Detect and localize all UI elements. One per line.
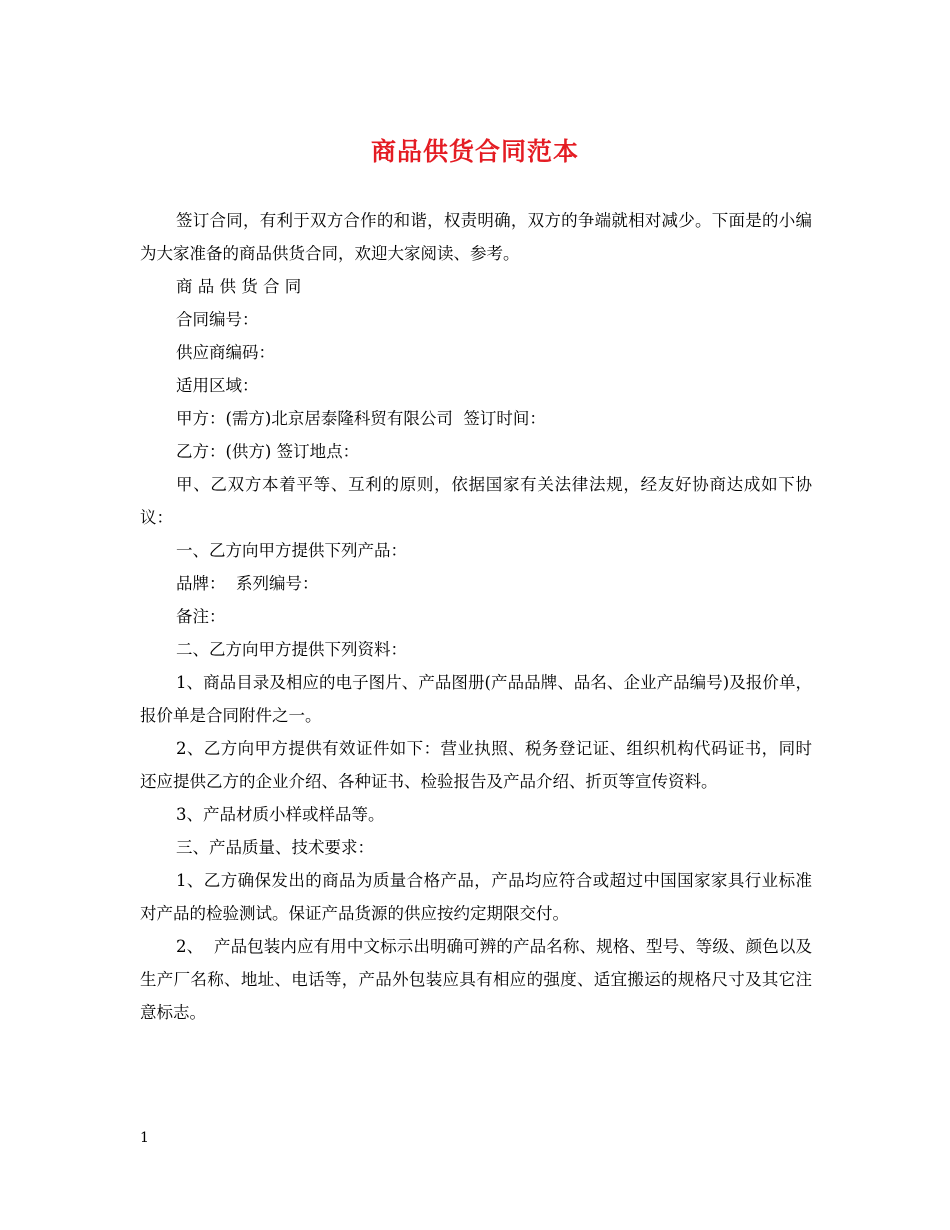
document-body xyxy=(140,204,812,1029)
paragraph: 三、产品质量、技术要求： xyxy=(176,838,374,857)
paragraph: 供应商编码： xyxy=(176,343,275,362)
paragraph: 2、 产品包装内应有用中文标示出明确可辨的产品名称、规格、型号、等级、颜色以及生产厂名称、地址、电话等，产品外包装应具有相应的强度、适宜搬运的规格尺寸及其它注意标志。 xyxy=(140,937,812,1022)
paragraph: 品牌： 系列编号： xyxy=(176,574,319,593)
paragraph: 商 品 供 货 合 同 xyxy=(176,277,302,296)
paragraph: 乙方：(供方) 签订地点： xyxy=(176,442,360,461)
paragraph: 3、产品材质小样或样品等。 xyxy=(176,805,385,824)
paragraph: 签订合同，有利于双方合作的和谐，权责明确，双方的争端就相对减少。下面是的小编为大家准备的商品供货合同，欢迎大家阅读、参考。 xyxy=(140,211,812,263)
paragraph: 1、商品目录及相应的电子图片、产品图册(产品品牌、品名、企业产品编号)及报价单，报价单是合同附件之一。 xyxy=(140,673,812,725)
paragraph: 适用区域： xyxy=(176,376,259,395)
paragraph: 二、乙方向甲方提供下列资料： xyxy=(176,640,407,659)
paragraph: 备注： xyxy=(176,607,226,626)
paragraph: 甲、乙双方本着平等、互利的原则，依据国家有关法律法规，经友好协商达成如下协议： xyxy=(140,475,812,527)
paragraph: 1、乙方确保发出的商品为质量合格产品，产品均应符合或超过中国国家家具行业标准对产品的检验测试。保证产品货源的供应按约定期限交付。 xyxy=(140,871,812,923)
paragraph: 一、乙方向甲方提供下列产品： xyxy=(176,541,407,560)
document-title: 商品供货合同范本 xyxy=(370,137,579,166)
paragraph: 2、乙方向甲方提供有效证件如下：营业执照、税务登记证、组织机构代码证书，同时还应提供乙方的企业介绍、各种证书、检验报告及产品介绍、折页等宣传资料。 xyxy=(140,739,812,791)
paragraph: 甲方：(需方)北京居泰隆科贸有限公司 签订时间： xyxy=(176,409,546,428)
paragraph: 合同编号： xyxy=(176,310,259,329)
page-number: 1 xyxy=(140,1130,149,1146)
